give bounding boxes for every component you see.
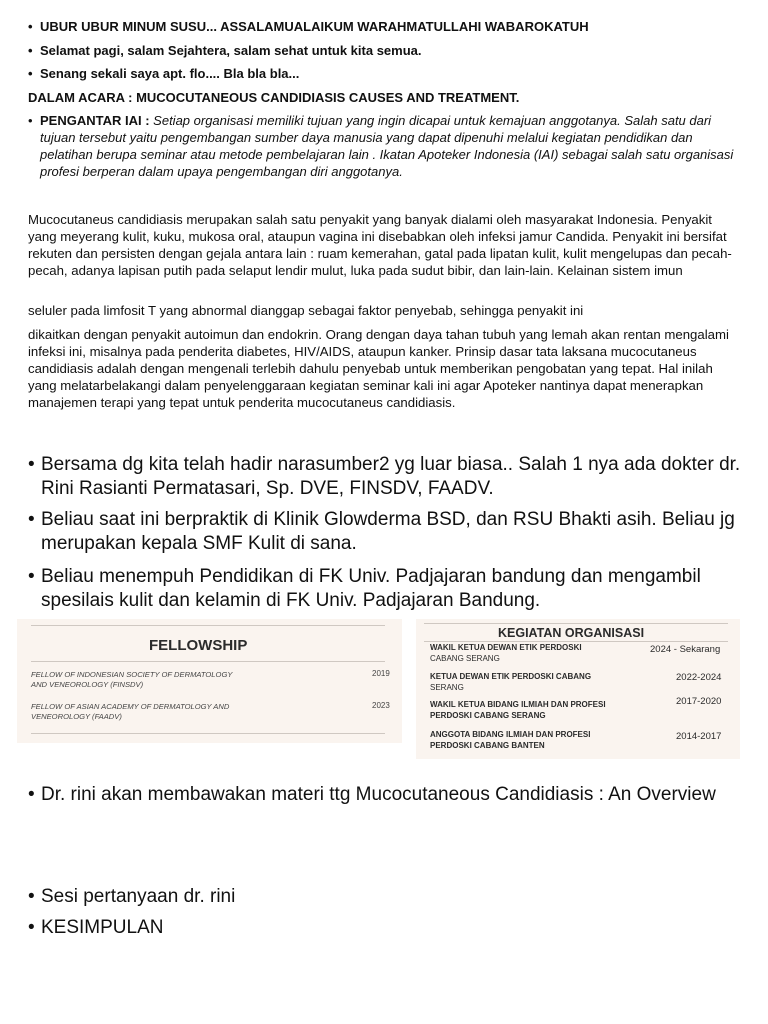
body-paragraph-1: Mucocutaneus candidiasis merupakan salah satu penyakit yang banyak dialami oleh masyarakat Indonesia. Penyakit yang meyerang kulit, kuku, mukosa oral, ataupun vagina ini disebabkan oleh infeksi jamur Candida. Penyakit ini bersifat rekuten dan persisten dengan gejala antara lain : ruam kemerahan, gatal pada lipatan kulit, kulit mengelupas dan pecah-pecah, adanya lapisan putih pada selaput lendir mulut, luka pada sudut bibir, dan lain-lain. Kelainan sistem imun	[28, 212, 732, 278]
kegiatan-year-3: 2017-2020	[676, 696, 722, 707]
closing-point-1: • Sesi pertanyaan dr. rini	[28, 886, 236, 907]
kegiatan-panel	[416, 619, 740, 759]
kegiatan-item-1: WAKIL KETUA DEWAN ETIK PERDOSKI CABANG SERANG	[430, 643, 582, 663]
bullet-icon: •	[28, 886, 35, 907]
bullet-icon: •	[28, 43, 33, 58]
kegiatan-item-3: WAKIL KETUA BIDANG ILMIAH DAN PROFESI PERDOSKI CABANG SERANG	[430, 700, 606, 720]
fellowship-year-1: 2019	[372, 669, 390, 678]
kegiatan-item-4: ANGGOTA BIDANG ILMIAH DAN PROFESI PERDOSKI CABANG BANTEN	[430, 730, 591, 750]
body-paragraph-3: dikaitkan dengan penyakit autoimun dan endokrin. Orang dengan daya tahan tubuh yang lemah akan rentan mengalami infeksi ini, misalnya pada penderita diabetes, HIV/AIDS, ataupun kanker. Prinsip dasar tata laksana mucocutaneus candidiasis adalah dengan mengenali terlebih dahulu penyebab untuk memberikan pengobatan yang tepat. Hal inilah yang melatarbelakangi dalam penyelenggaraan kegiatan seminar kali ini agar Apoteker nantinya dapat menerapkan manajemen terapi yang tepat untuk penderita mucocutaneus candidiasis.	[28, 327, 729, 410]
fellowship-title: FELLOWSHIP	[149, 637, 248, 654]
kegiatan-year-4: 2014-2017	[676, 731, 722, 742]
speaker-point-1: • Bersama dg kita telah hadir narasumber2 yg luar biasa.. Salah 1 nya ada dokter dr. Rini Rasianti Permatasari, Sp. DVE, FINSDV, FAADV.	[28, 454, 741, 499]
body-paragraph-2: seluler pada limfosit T yang abnormal dianggap sebagai faktor penyebab, sehingga penyakit ini	[28, 303, 584, 318]
greeting-line-1: • UBUR UBUR MINUM SUSU... ASSALAMUALAIKUM WARAHMATULLAHI WABAROKATUH	[28, 19, 589, 34]
speaker-point-3: • Beliau menempuh Pendidikan di FK Univ. Padjajaran bandung dan mengambil spesilais kulit dan kelamin di FK Univ. Padjajaran Bandung.	[28, 566, 701, 611]
material-point: • Dr. rini akan membawakan materi ttg Mucocutaneous Candidiasis : An Overview	[28, 784, 716, 805]
greeting-line-2: • Selamat pagi, salam Sejahtera, salam sehat untuk kita semua.	[28, 43, 422, 58]
fellowship-item-1: FELLOW OF INDONESIAN SOCIETY OF DERMATOLOGY AND VENEOROLOGY (FINSDV)	[31, 670, 233, 689]
intro-label: PENGANTAR IAI :	[40, 113, 150, 128]
bullet-icon: •	[28, 454, 35, 475]
fellowship-year-2: 2023	[372, 701, 390, 710]
intro-text: Setiap organisasi memiliki tujuan yang ingin dicapai untuk kemajuan anggotanya. Salah satu dari tujuan tersebut yaitu pengembangan sumber daya manusia yang dapat dipenuhi melalui kegiatan pendidikan dan pelatihan berupa seminar atau metode pembelajaran lain . Ikatan Apoteker Indonesia (IAI) sebagai salah satu organisasi profesi berperan dalam upaya pengembangan diri anggotanya.	[40, 113, 734, 179]
kegiatan-year-1: 2024 - Sekarang	[650, 644, 721, 655]
bullet-icon: •	[28, 509, 35, 530]
event-heading: DALAM ACARA : MUCOCUTANEOUS CANDIDIASIS CAUSES AND TREATMENT.	[28, 90, 520, 105]
bullet-icon: •	[28, 66, 33, 81]
divider	[424, 623, 728, 624]
bullet-icon: •	[28, 113, 33, 128]
bullet-icon: •	[28, 917, 35, 938]
bullet-icon: •	[28, 566, 35, 587]
bullet-icon: •	[28, 784, 35, 805]
bullet-icon: •	[28, 19, 33, 34]
kegiatan-year-2: 2022-2024	[676, 672, 722, 683]
fellowship-item-2: FELLOW OF ASIAN ACADEMY OF DERMATOLOGY AND VENEOROLOGY (FAADV)	[31, 702, 230, 721]
divider	[31, 625, 385, 626]
kegiatan-title: KEGIATAN ORGANISASI	[498, 626, 645, 640]
greeting-line-3: • Senang sekali saya apt. flo.... Bla bla bla...	[28, 66, 300, 81]
kegiatan-item-2: KETUA DEWAN ETIK PERDOSKI CABANG SERANG	[430, 672, 592, 692]
speaker-point-2: • Beliau saat ini berpraktik di Klinik Glowderma BSD, dan RSU Bhakti asih. Beliau jg merupakan kepala SMF Kulit di sana.	[28, 509, 735, 554]
intro-paragraph	[28, 112, 742, 180]
divider	[31, 733, 385, 734]
closing-point-2: • KESIMPULAN	[28, 917, 164, 938]
divider	[31, 661, 385, 662]
fellowship-panel	[17, 619, 402, 743]
